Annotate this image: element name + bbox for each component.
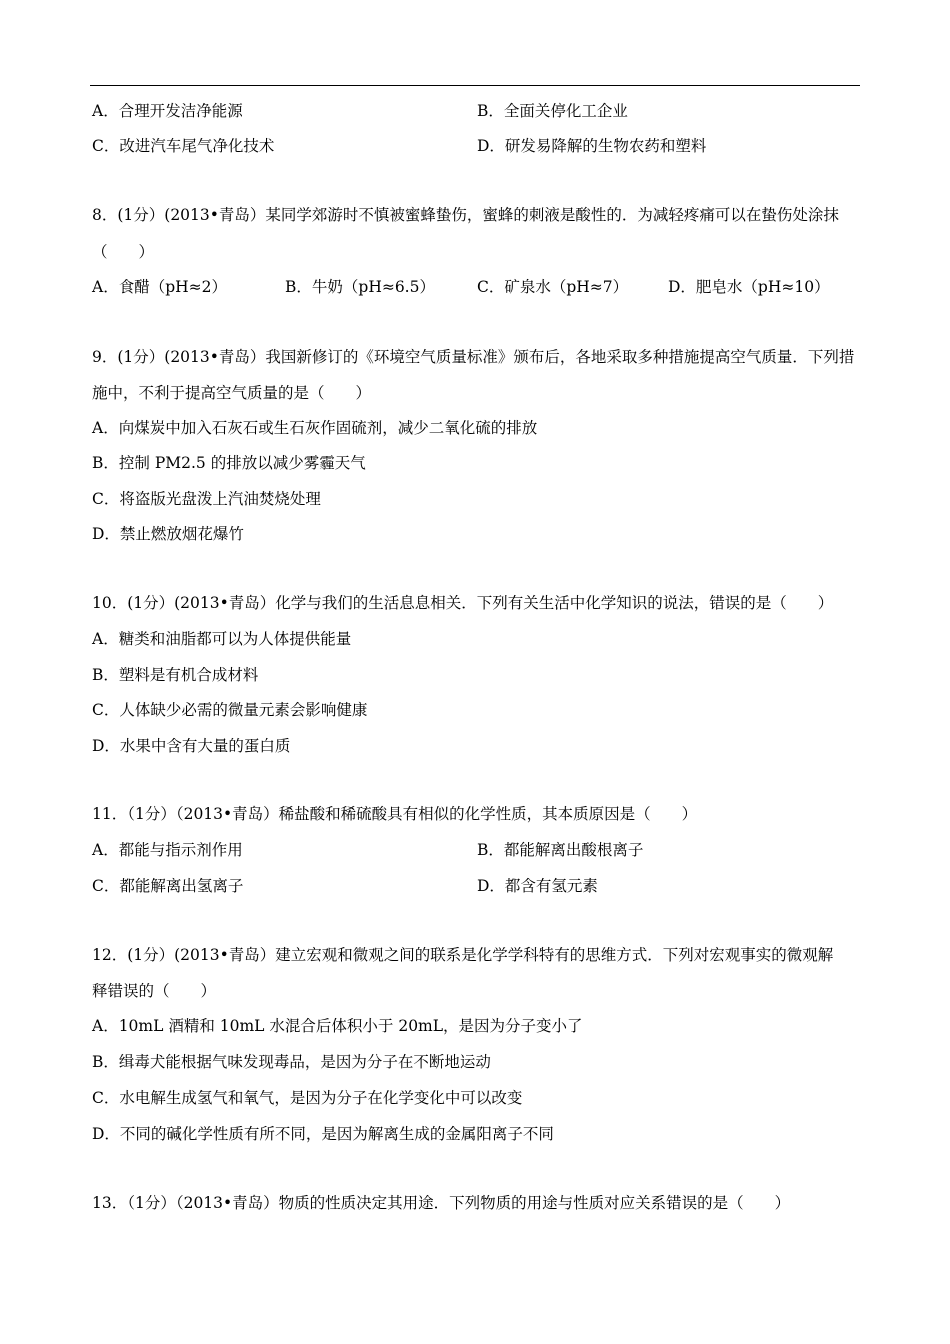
- q9-option-b[interactable]: B．控制 PM2.5 的排放以减少雾霾天气: [92, 454, 366, 472]
- q9-stem-cont: 施中，不利于提高空气质量的是（ ）: [92, 384, 372, 402]
- q8-option-c[interactable]: C．矿泉水（pH≈7）: [477, 278, 629, 296]
- q10-option-a[interactable]: A．糖类和油脂都可以为人体提供能量: [92, 630, 352, 648]
- q11-option-d[interactable]: D．都含有氢元素: [477, 877, 598, 895]
- q12-option-d[interactable]: D．不同的碱化学性质有所不同，是因为解离生成的金属阳离子不同: [92, 1125, 554, 1143]
- q12-stem-cont: 释错误的（ ）: [92, 982, 217, 1000]
- q12-option-a[interactable]: A．10mL 酒精和 10mL 水混合后体积小于 20mL，是因为分子变小了: [92, 1017, 583, 1035]
- q11-option-c[interactable]: C．都能解离出氢离子: [92, 877, 244, 895]
- q8-stem-cont: （ ）: [92, 243, 155, 261]
- q12-option-b[interactable]: B．缉毒犬能根据气味发现毒品，是因为分子在不断地运动: [92, 1053, 491, 1071]
- q7-option-d[interactable]: D．研发易降解的生物农药和塑料: [477, 137, 707, 155]
- q9-option-c[interactable]: C．将盗版光盘泼上汽油焚烧处理: [92, 490, 321, 508]
- q7-option-c[interactable]: C．改进汽车尾气净化技术: [92, 137, 275, 155]
- q8-option-d[interactable]: D．肥皂水（pH≈10）: [668, 278, 830, 296]
- q12-option-c[interactable]: C．水电解生成氢气和氧气，是因为分子在化学变化中可以改变: [92, 1089, 523, 1107]
- q7-option-b[interactable]: B．全面关停化工企业: [477, 102, 628, 120]
- q13-stem: 13．（1分）（2013•青岛）物质的性质决定其用途．下列物质的用途与性质对应关系错误的是（ ）: [92, 1194, 791, 1212]
- q11-option-a[interactable]: A．都能与指示剂作用: [92, 841, 243, 859]
- q10-option-d[interactable]: D．水果中含有大量的蛋白质: [92, 737, 291, 755]
- q8-option-b[interactable]: B．牛奶（pH≈6.5）: [285, 278, 435, 296]
- q10-option-b[interactable]: B．塑料是有机合成材料: [92, 666, 259, 684]
- q11-stem: 11．（1分）（2013•青岛）稀盐酸和稀硫酸具有相似的化学性质，其本质原因是（ ）: [92, 805, 698, 823]
- q8-option-a[interactable]: A．食醋（pH≈2）: [92, 278, 227, 296]
- q10-option-c[interactable]: C．人体缺少必需的微量元素会影响健康: [92, 701, 368, 719]
- q7-option-a[interactable]: A．合理开发洁净能源: [92, 102, 243, 120]
- q11-option-b[interactable]: B．都能解离出酸根离子: [477, 841, 644, 859]
- header-rule: [90, 85, 860, 86]
- q9-option-a[interactable]: A．向煤炭中加入石灰石或生石灰作固硫剂，减少二氧化硫的排放: [92, 419, 538, 437]
- q10-stem: 10．(1分）(2013•青岛）化学与我们的生活息息相关．下列有关生活中化学知识的说法，错误的是（ ）: [92, 594, 834, 612]
- q9-option-d[interactable]: D．禁止燃放烟花爆竹: [92, 525, 244, 543]
- q8-stem: 8．(1分）(2013•青岛）某同学郊游时不慎被蜜蜂蛰伤，蜜蜂的刺液是酸性的．为减轻疼痛可以在蛰伤处涂抹: [92, 206, 839, 224]
- q9-stem: 9．(1分）(2013•青岛）我国新修订的《环境空气质量标准》颁布后，各地采取多种措施提高空气质量．下列措: [92, 348, 855, 366]
- q12-stem: 12．(1分）(2013•青岛）建立宏观和微观之间的联系是化学学科特有的思维方式．下列对宏观事实的微观解: [92, 946, 834, 964]
